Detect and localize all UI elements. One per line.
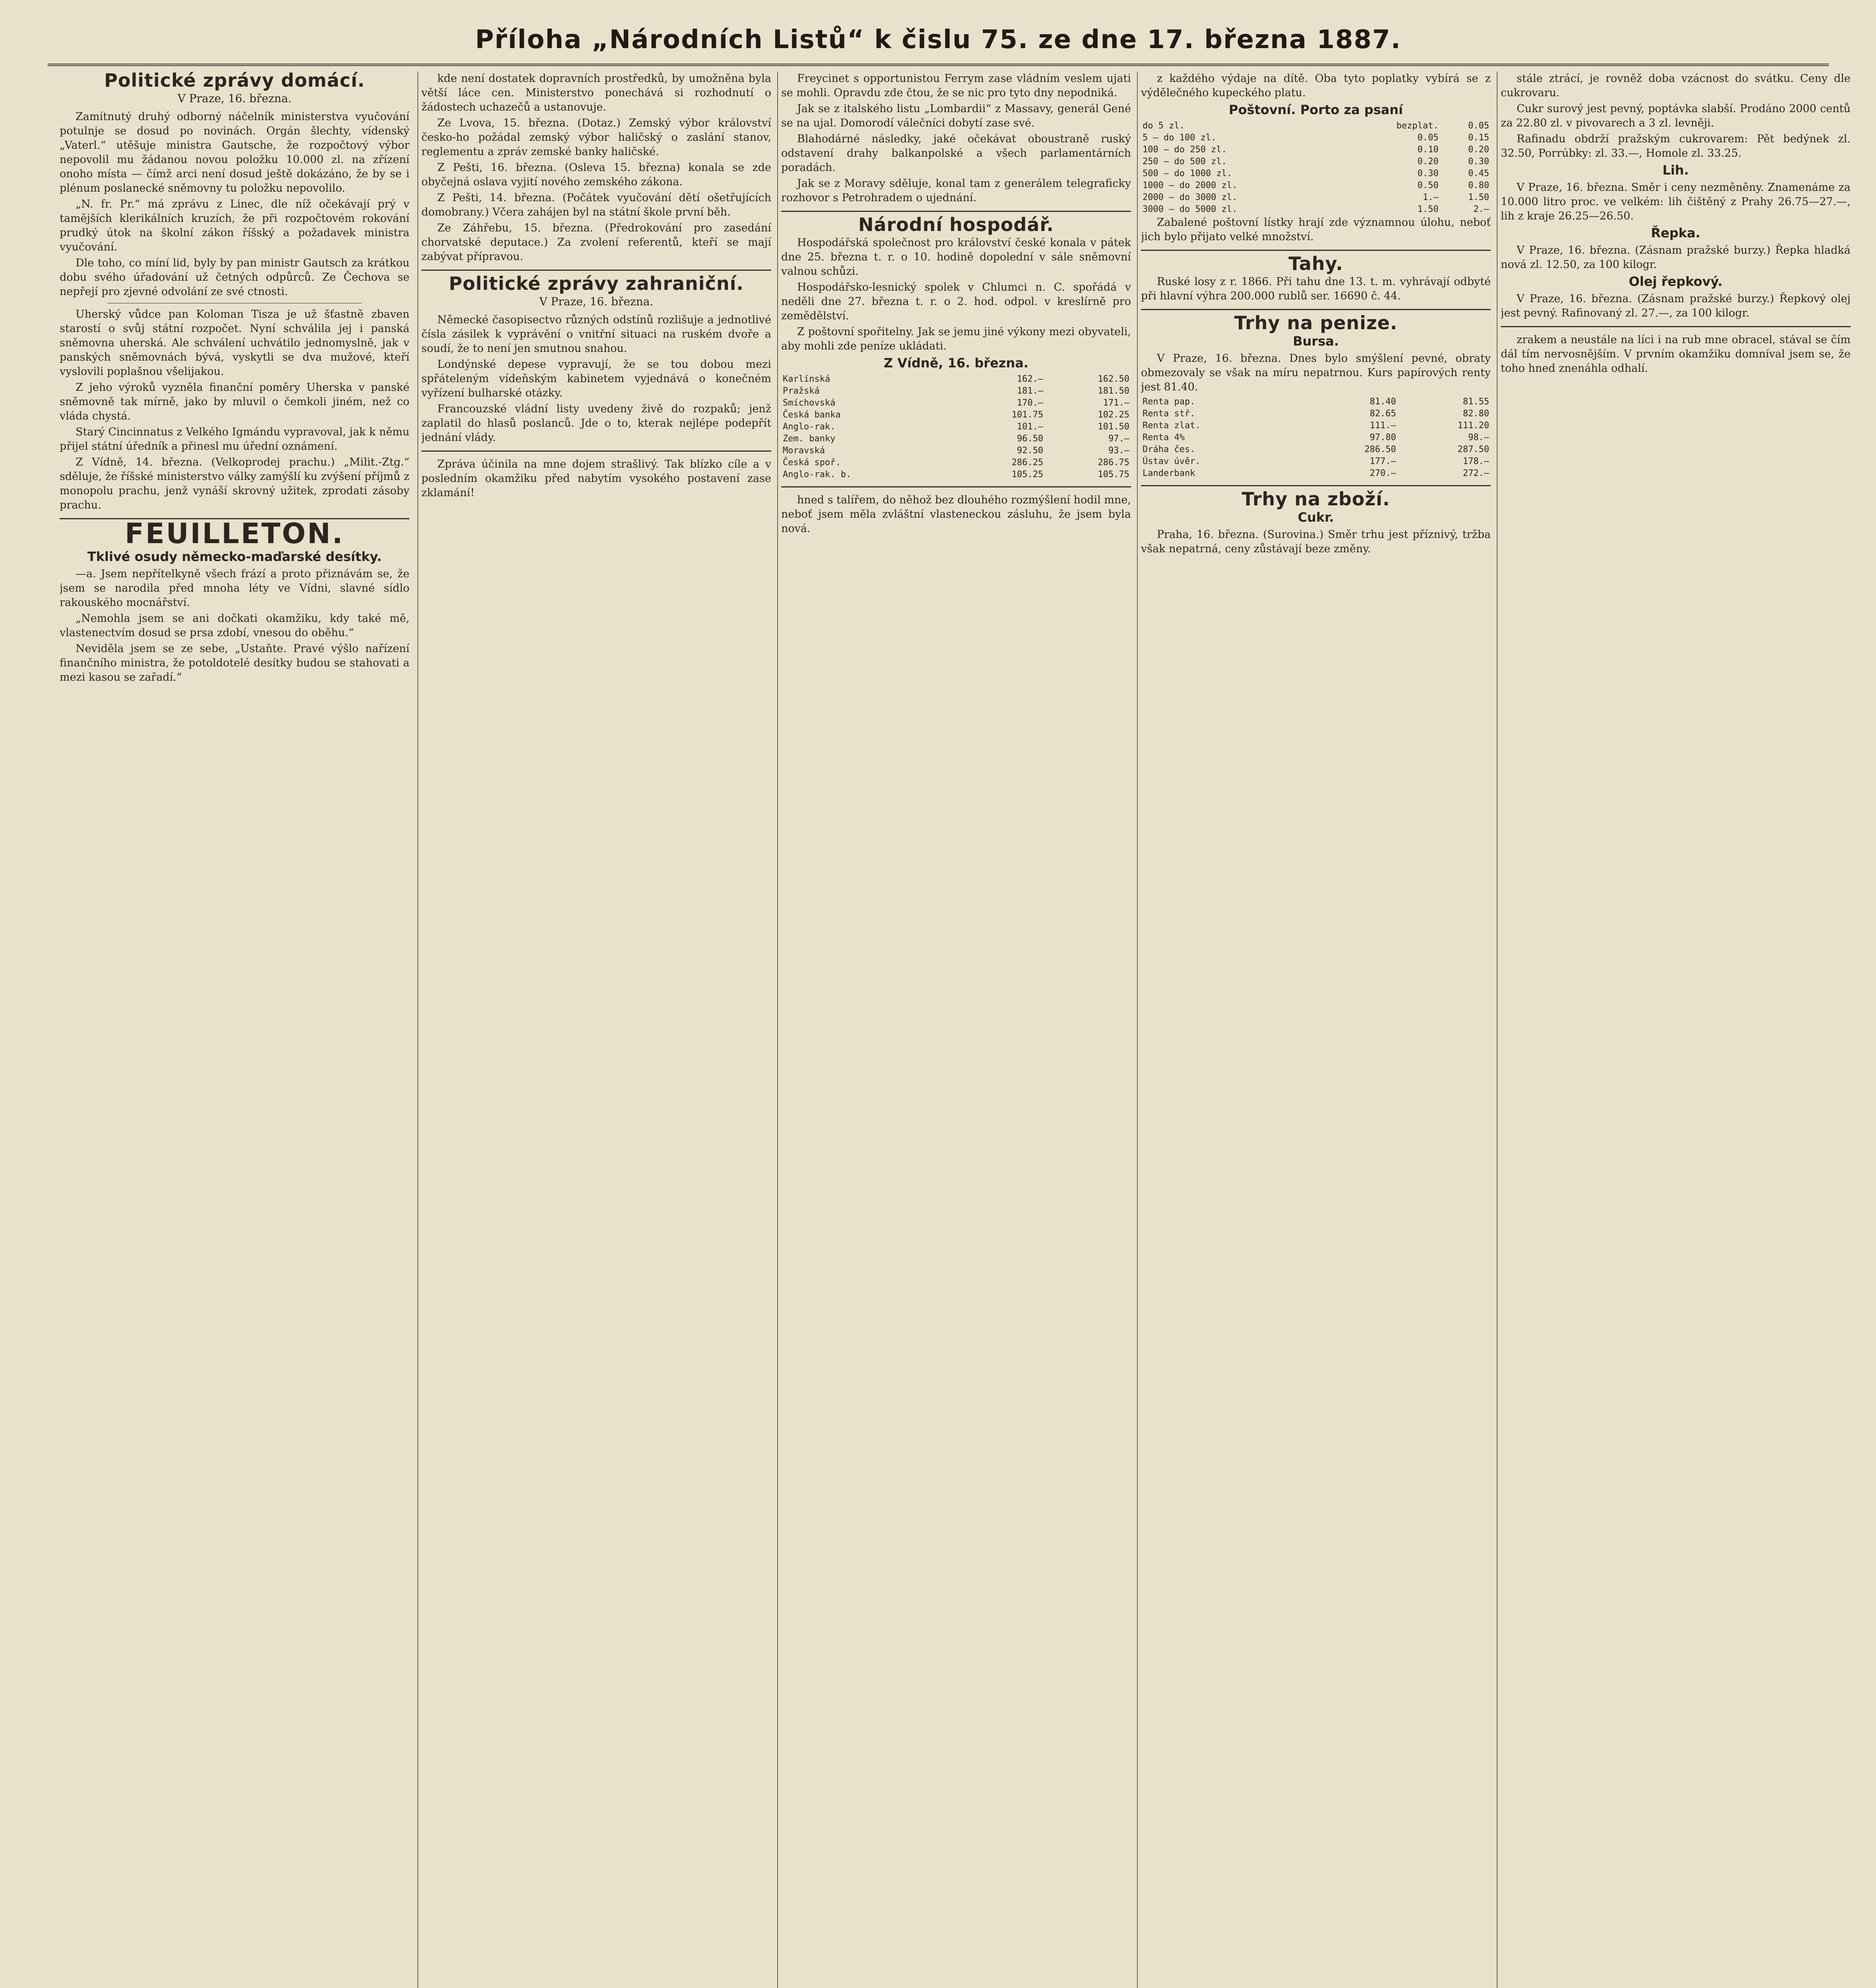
table-cell: 270.—: [1370, 468, 1396, 478]
table-cell: 100 — do 250 zl.: [1143, 145, 1227, 155]
table-cell: 101.—: [1017, 422, 1044, 432]
table-cell: 250 — do 500 zl.: [1143, 157, 1227, 167]
table-row: [1141, 432, 1491, 444]
article-paragraph: Ze Lvova, 15. března. (Dotaz.) Zemský výbor království česko-ho požádal zemský výbor haličský o zaslání stanov, reglementu a zpráv zemské banky haličské.: [421, 117, 771, 158]
table-cell: 170.—: [1017, 398, 1044, 408]
table-row: [1141, 456, 1491, 468]
masthead-title: Příloha „Národních Listů“ k čislu 75. ze dne 17. března 1887.: [475, 25, 1401, 54]
section-heading-economy: Národní hospodář.: [858, 214, 1054, 235]
table-cell: Renta stř.: [1143, 409, 1195, 419]
section-heading-markets: Trhy na penize.: [1234, 312, 1398, 334]
table-row: [1141, 192, 1491, 204]
feuilleton-paragraph: Zpráva účinila na mne dojem strašlivý. Tak blízko cíle a v posledním okamžiku před nabytím vysokého postavení zase zklamání!: [421, 458, 771, 499]
table-row: [781, 385, 1131, 397]
column-rule: [1137, 72, 1138, 1988]
table-row: [781, 469, 1131, 481]
table-cell: 0.05: [1417, 133, 1439, 143]
table-cell: 1.50: [1417, 204, 1439, 214]
table-cell: 81.55: [1463, 397, 1489, 407]
article-paragraph: V Praze, 16. března. Dnes bylo smýšlení pevné, obraty obmezovaly se však na míru nepatrnou. Kurs papírových renty jest 81.40.: [1141, 352, 1491, 393]
feuilleton-subheading: Tklivé osudy německo-maďarské desítky.: [87, 549, 382, 564]
table-cell: 0.30: [1417, 169, 1439, 179]
table-cell: 101.50: [1098, 422, 1129, 432]
postal-title: Poštovní. Porto za psaní: [1229, 102, 1403, 117]
table-cell: Ústav úvěr.: [1143, 456, 1201, 466]
table-cell: 178.—: [1463, 456, 1489, 466]
divider: [421, 450, 771, 452]
table-row: [1141, 180, 1491, 192]
article-paragraph: Z Pešti, 14. března. (Počátek vyučování dětí ošetřujících domobrany.) Včera zahájen byl na státní škole první běh.: [421, 192, 771, 218]
article-paragraph: Z Vídně, 14. března. (Velkoprodej prachu.) „Milit.-Ztg.“ sděluje, že říšské ministerstvo války zamýšlí ku zvýšení příjmů z monopolu prachu, jenž vynáší skrovný užitek, zprodati zásoby prachu.: [60, 456, 409, 511]
table-cell: 0.80: [1468, 181, 1489, 190]
feuilleton-paragraph: —a. Jsem nepřítelkyně všech frází a proto přiznávám se, že jsem se narodila před mnoha léty ve Vídni, slavné sídlo rakouského mocnářství.: [60, 568, 409, 609]
article-paragraph: Praha, 16. března. (Surovina.) Směr trhu jest příznivý, tržba však nepatrná, ceny zůstávají beze změny.: [1141, 528, 1491, 555]
table-cell: 0.20: [1468, 145, 1489, 155]
article-paragraph: stále ztrácí, je rovněž doba vzácnost do svátku. Ceny dle cukrovaru.: [1501, 72, 1851, 99]
table-cell: 0.50: [1417, 181, 1439, 190]
table-row: [781, 409, 1131, 421]
table-cell: Pražská: [783, 386, 820, 396]
dateline: V Praze, 16. března.: [177, 92, 292, 105]
table-row: [781, 445, 1131, 457]
table-cell: Smíchovská: [783, 398, 836, 408]
table-cell: 0.20: [1417, 157, 1439, 167]
masthead: [48, 16, 1829, 66]
table-cell: 105.75: [1098, 470, 1129, 480]
table-cell: 93.—: [1108, 446, 1129, 456]
feuilleton-heading: FEUILLETON.: [125, 517, 344, 550]
section-heading-lottery: Tahy.: [1288, 253, 1343, 274]
table-cell: Karlínská: [783, 374, 830, 384]
table-cell: 1.—: [1422, 192, 1439, 202]
divider: [1141, 485, 1491, 486]
table-cell: 111.—: [1370, 421, 1396, 431]
table-cell: do 5 zl.: [1143, 121, 1185, 131]
table-cell: Dráha čes.: [1143, 445, 1195, 454]
table-cell: 162.50: [1098, 374, 1129, 384]
table-row: [1141, 132, 1491, 144]
feuilleton-paragraph: Neviděla jsem se ze sebe, „Ustaňte. Pravé výšlo nařízení finančního ministra, že potoldotelé desítky budou se stahovati a mezi kasou se zařadí.“: [60, 643, 409, 683]
table-cell: 0.05: [1468, 121, 1489, 131]
table-cell: 286.50: [1364, 445, 1396, 454]
goods-subheading: Cukr.: [1298, 510, 1334, 525]
article-paragraph: Londýnské depese vypravují, že se tou dobou mezi spřáteleným vídeňským kabinetem vyjednává o konečném vyřízení bulharské otázky.: [421, 358, 771, 399]
column-1: [60, 72, 409, 1988]
column-5: [1501, 72, 1851, 1988]
table-cell: 0.10: [1417, 145, 1439, 155]
table-row: [1141, 156, 1491, 168]
article-paragraph: Freycinet s opportunistou Ferrym zase vládním veslem ujati se mohli. Opravdu zde čtou, že se nic pro tyto dny nepodniká.: [781, 72, 1131, 99]
article-paragraph: Z jeho výroků vyzněla finanční poměry Uherska v panské sněmovně tak mírně, jako by mluvil o čemkoli jiném, než co vláda chystá.: [60, 381, 409, 422]
article-paragraph: Ruské losy z r. 1866. Při tahu dne 13. t. m. vyhrávají odbyté při hlavní výhra 200.000 rublů ser. 16690 č. 44.: [1141, 276, 1491, 302]
table-cell: 177.—: [1370, 456, 1396, 466]
table-row: [1141, 444, 1491, 456]
column-2: [421, 72, 771, 1988]
table-cell: Renta zlat.: [1143, 421, 1201, 431]
divider: [1141, 309, 1491, 310]
table-cell: 0.45: [1468, 169, 1489, 179]
table-cell: Landerbank: [1143, 468, 1195, 478]
article-paragraph: Starý Cincinnatus z Velkého Igmándu vypravoval, jak k němu přijel státní úředník a přinesl mu úřední oznámení.: [60, 426, 409, 452]
article-paragraph: Z poštovní spořitelny. Jak se jemu jiné výkony mezi obyvateli, aby mohli zde peníze ukládati.: [781, 326, 1131, 352]
column-rule: [777, 72, 778, 1988]
article-paragraph: Jak se z italského listu „Lombardii“ z Massavy, generál Gené se na ujal. Domorodí válečníci dobytí zase své.: [781, 103, 1131, 129]
section-heading-foreign: Politické zprávy zahraniční.: [449, 273, 744, 294]
table-cell: 96.50: [1017, 434, 1044, 444]
rates-table: [781, 373, 1131, 481]
article-paragraph: kde není dostatek dopravních prostředků, by umožněna byla větší láce cen. Ministerstvo ponechává si rozhodnutí o žádostech uchazečů a ustanovuje.: [421, 72, 771, 113]
divider: [781, 211, 1131, 212]
table-cell: 0.15: [1468, 133, 1489, 143]
article-paragraph: Uherský vůdce pan Koloman Tisza je už šťastně zbaven starostí o svůj státní rozpočet. Nyní schválila jej i panská sněmovna uherská. Ale schválení uchvátilo jednomyslně, jak v panských sněmovnách bývá, vyskytli se dva mužové, kteří vyslovili poplašnou všelijakou.: [60, 308, 409, 378]
article-paragraph: Německé časopisectvo různých odstínů rozlišuje a jednotlivé čísla zásilek k vyprávění o vnitřní situaci na ruském dvoře a soudí, že to není jen smutnou snahou.: [421, 314, 771, 355]
article-paragraph: Blahodárné následky, jaké očekávat oboustraně ruský odstavení drahy balkanpolské a všech parlamentárních poradách.: [781, 133, 1131, 174]
table-row: [781, 433, 1131, 445]
table-cell: 1.50: [1468, 192, 1489, 202]
table-row: [1141, 420, 1491, 432]
postal-table: [1141, 120, 1491, 215]
table-row: [781, 421, 1131, 433]
table-cell: 287.50: [1457, 445, 1489, 454]
table-cell: Zem. banky: [783, 434, 836, 444]
feuilleton-paragraph: zrakem a neustále na líci i na rub mne obracel, stával se čím dál tím nervosnějším. V prvním okamžiku domníval jsem se, že toho hned znenáhla odhalí.: [1501, 334, 1851, 375]
markets-subheading: Bursa.: [1293, 334, 1339, 349]
table-cell: 286.75: [1098, 458, 1129, 468]
column-4: [1141, 72, 1491, 1988]
divider: [1501, 326, 1851, 327]
table-cell: 0.30: [1468, 157, 1489, 167]
table-cell: Renta pap.: [1143, 397, 1195, 407]
table-cell: 92.50: [1017, 446, 1044, 456]
table-cell: Česká banka: [783, 410, 841, 420]
table-cell: 97.—: [1108, 434, 1129, 444]
table-row: [781, 373, 1131, 385]
article-paragraph: V Praze, 16. března. (Zásnam pražské burzy.) Řepka hladká nová zl. 12.50, za 100 kilogr.: [1501, 244, 1851, 271]
divider: [781, 486, 1131, 487]
table-cell: 3000 — do 5000 zl.: [1143, 204, 1238, 214]
table-row: [1141, 168, 1491, 180]
table-row: [781, 457, 1131, 469]
table-cell: 81.40: [1370, 397, 1396, 407]
feuilleton-paragraph: hned s talířem, do něhož bez dlouhého rozmýšlení hodil mne, neboť jsem měla zvláštní vlasteneckou zásluhu, že jsem byla nová.: [781, 494, 1131, 535]
article-paragraph: Z Pešti, 16. března. (Osleva 15. března) konala se zde obyčejná oslava vyjití nového zemského zákona.: [421, 161, 771, 188]
table-row: [1141, 468, 1491, 480]
article-paragraph: „N. fr. Pr.“ má zprávu z Linec, dle níž očekávají prý v tamějších klerikálních kruzích, že při rozpočtovém rokování prudký útok na školní zákon říšský a požadavek ministra vyučování.: [60, 198, 409, 253]
article-paragraph: Hospodářská společnost pro království české konala v pátek dne 25. března t. r. o 10. hodině dopolední v sále sněmovní valnou schůzi.: [781, 237, 1131, 278]
article-paragraph: Rafinadu obdrží pražským cukrovarem: Pět bedýnek zl. 32.50, Porrúbky: zl. 33.—, Homole zl. 33.25.: [1501, 133, 1851, 159]
article-paragraph: z každého výdaje na dítě. Oba tyto poplatky vybírá se z výdělečného kupeckého platu.: [1141, 72, 1491, 99]
table-row: [1141, 408, 1491, 420]
table-cell: 2000 — do 3000 zl.: [1143, 192, 1238, 202]
column-rule: [417, 72, 418, 1988]
table-cell: 272.—: [1463, 468, 1489, 478]
table-cell: 162.—: [1017, 374, 1044, 384]
table-cell: 101.75: [1011, 410, 1044, 420]
dateline: V Praze, 16. března.: [539, 295, 654, 308]
table-cell: 286.25: [1011, 458, 1044, 468]
table-cell: Anglo-rak. b.: [783, 470, 852, 480]
section-heading-oil: Olej řepkový.: [1629, 274, 1723, 289]
table-cell: 1000 — do 2000 zl.: [1143, 181, 1238, 190]
table-cell: 105.25: [1011, 470, 1044, 480]
table-row: [1141, 120, 1491, 132]
table-cell: 2.—: [1473, 204, 1489, 214]
table-cell: bezplat.: [1396, 121, 1439, 131]
table-row: [1141, 204, 1491, 215]
article-paragraph: Dle toho, co míní lid, byly by pan ministr Gautsch za krátkou dobu svého úřadování už četných odpůrců. Ze Čechova se nepřejí pro zjevné odvolání ze své ctnosti.: [60, 257, 409, 298]
article-paragraph: Ze Záhřebu, 15. března. (Předrokování pro zasedání chorvatské deputace.) Za zvolení referentů, kteří se mají zabývat přípravou.: [421, 222, 771, 263]
section-heading-rape: Řepka.: [1651, 225, 1701, 241]
feuilleton-paragraph: „Nemohla jsem se ani dočkati okamžiku, kdy také mě, vlastenectvím dosud se prsa zdobí, vnesou do oběhu.“: [60, 612, 409, 639]
table-cell: Česká spoř.: [783, 458, 841, 468]
table-cell: 171.—: [1103, 398, 1129, 408]
article-paragraph: V Praze, 16. března. Směr i ceny nezměněny. Znamenáme za 10.000 litro proc. ve velkém: lih čištěný z Prahy 26.75—27.—, lih z kraje 26.25—26.50.: [1501, 181, 1851, 222]
article-paragraph: Hospodářsko-lesnický spolek v Chlumci n. C. spořádá v neděli dne 27. března t. r. o 2. hod. odpol. v kreslírně pro zemědělství.: [781, 281, 1131, 322]
markets-table: [1141, 396, 1491, 480]
article-paragraph: Cukr surový jest pevný, poptávka slabší. Prodáno 2000 centů za 22.80 zl. v pivovarech a 3 zl. levněji.: [1501, 103, 1851, 129]
divider: [1141, 250, 1491, 251]
article-paragraph: Zabalené poštovní lístky hrají zde významnou úlohu, neboť jich bylo přijato velké množství.: [1141, 216, 1491, 243]
table-row: [1141, 396, 1491, 408]
table-cell: Anglo-rak.: [783, 422, 836, 432]
section-heading-spirits: Lih.: [1662, 163, 1689, 178]
table-row: [781, 397, 1131, 409]
divider: [421, 270, 771, 271]
column-rule: [1497, 72, 1498, 1988]
table-cell: 181.50: [1098, 386, 1129, 396]
table-cell: 98.—: [1468, 433, 1489, 443]
article-paragraph: Francouzské vládní listy uvedeny živě do rozpaků; jenž zaplatil do hlasů poslanců. Jde o to, kterak nejlépe podepřít jednání vlády.: [421, 403, 771, 444]
table-cell: 111.20: [1457, 421, 1489, 431]
table-cell: 181.—: [1017, 386, 1044, 396]
article-paragraph: Zamítnutý druhý odborný náčelník ministerstva vyučování potulnje se dosud po novinách. Orgán šlechty, vídenský „Vaterl.“ utěšuje ministra Gautsche, že rozpočtový výbor nepovolil mu žádanou novou položku 10.000 zl. na zřízení onoho místa — čímž arci není dosud ještě dokázáno, že by se i plénum poslanecké sněmovny tu položku nepovolilo.: [60, 111, 409, 194]
table-cell: Moravská: [783, 446, 825, 456]
table-cell: 500 — do 1000 zl.: [1143, 169, 1232, 179]
article-paragraph: V Praze, 16. března. (Zásnam pražské burzy.) Řepkový olej jest pevný. Rafinovaný zl. 27.—, za 100 kilogr.: [1501, 293, 1851, 319]
rates-title: Z Vídně, 16. března.: [883, 355, 1029, 371]
table-cell: 97.80: [1370, 433, 1396, 443]
section-heading-domestic: Politické zprávy domácí.: [104, 72, 365, 91]
article-paragraph: Jak se z Moravy sděluje, konal tam z generálem telegraficky rozhovor s Petrohradem o ujednání.: [781, 177, 1131, 204]
table-cell: 5 — do 100 zl.: [1143, 133, 1216, 143]
table-cell: Renta 4%: [1143, 433, 1185, 443]
table-cell: 82.80: [1463, 409, 1489, 419]
column-3: [781, 72, 1131, 1988]
table-cell: 82.65: [1370, 409, 1396, 419]
table-cell: 102.25: [1098, 410, 1129, 420]
section-heading-goods: Trhy na zboží.: [1242, 488, 1390, 510]
table-row: [1141, 144, 1491, 156]
